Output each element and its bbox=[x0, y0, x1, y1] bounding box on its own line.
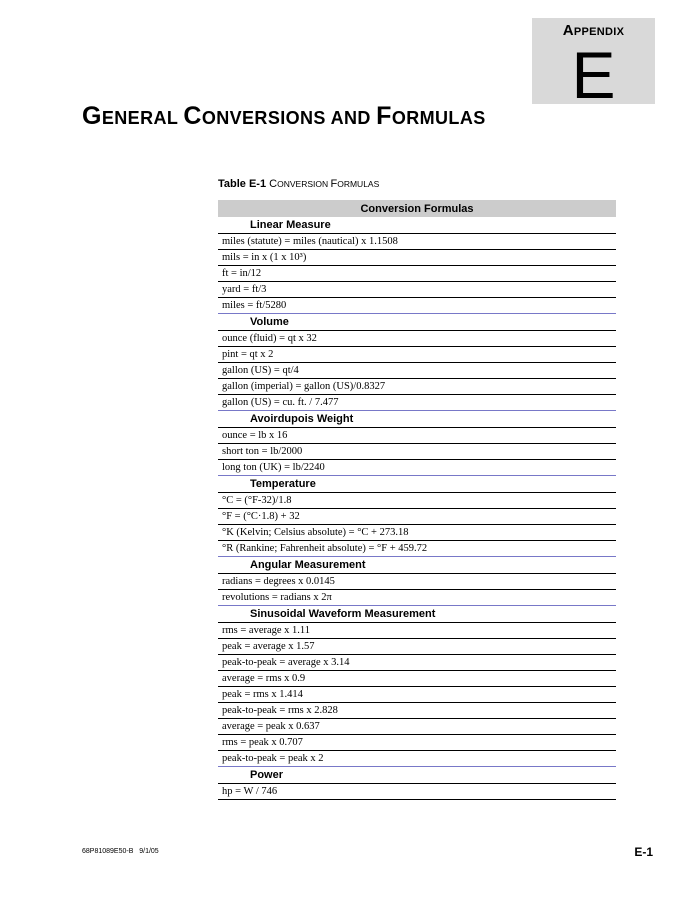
table-row bbox=[218, 574, 616, 590]
formula-cell: long ton (UK) = lb/2240 bbox=[218, 460, 616, 476]
section-title: Avoirdupois Weight bbox=[218, 411, 616, 428]
caption-rest: ONVERSION bbox=[277, 179, 331, 189]
table-row bbox=[218, 735, 616, 751]
table-row bbox=[218, 784, 616, 800]
section-title: Linear Measure bbox=[218, 217, 616, 234]
table-header: Conversion Formulas bbox=[218, 200, 616, 217]
table-row bbox=[218, 719, 616, 735]
table-row bbox=[218, 444, 616, 460]
formula-cell: °C = (°F-32)/1.8 bbox=[218, 493, 616, 509]
title-rest: ENERAL bbox=[101, 108, 184, 128]
formula-cell: revolutions = radians x 2π bbox=[218, 590, 616, 606]
table-row bbox=[218, 298, 616, 314]
section-title: Sinusoidal Waveform Measurement bbox=[218, 606, 616, 623]
formula-cell: miles (statute) = miles (nautical) x 1.1508 bbox=[218, 234, 616, 250]
section-row bbox=[218, 606, 616, 623]
table-row bbox=[218, 250, 616, 266]
section-row bbox=[218, 476, 616, 493]
formula-cell: gallon (imperial) = gallon (US)/0.8327 bbox=[218, 379, 616, 395]
table-row bbox=[218, 687, 616, 703]
section-row bbox=[218, 411, 616, 428]
formula-cell: rms = peak x 0.707 bbox=[218, 735, 616, 751]
table-caption-label: Table E-1 bbox=[218, 178, 267, 190]
table-body bbox=[218, 217, 616, 800]
formula-cell: gallon (US) = cu. ft. / 7.477 bbox=[218, 395, 616, 411]
table-row bbox=[218, 751, 616, 767]
table-row bbox=[218, 234, 616, 250]
formula-cell: peak-to-peak = peak x 2 bbox=[218, 751, 616, 767]
title-rest: ORMULAS bbox=[391, 108, 486, 128]
formula-cell: radians = degrees x 0.0145 bbox=[218, 574, 616, 590]
section-title: Angular Measurement bbox=[218, 557, 616, 574]
section-row bbox=[218, 217, 616, 234]
table-caption-title bbox=[269, 178, 379, 190]
table-row bbox=[218, 460, 616, 476]
formula-cell: ft = in/12 bbox=[218, 266, 616, 282]
title-initial: G bbox=[82, 102, 102, 130]
formula-cell: hp = W / 746 bbox=[218, 784, 616, 800]
table-row bbox=[218, 639, 616, 655]
formula-cell: °F = (°C·1.8) + 32 bbox=[218, 509, 616, 525]
appendix-tab bbox=[532, 18, 655, 112]
table-row bbox=[218, 623, 616, 639]
conversion-formulas-table bbox=[218, 200, 616, 800]
formula-cell: average = peak x 0.637 bbox=[218, 719, 616, 735]
footer-page-number: E-1 bbox=[634, 845, 653, 859]
table-row bbox=[218, 541, 616, 557]
table-row bbox=[218, 266, 616, 282]
table-row bbox=[218, 525, 616, 541]
formula-cell: gallon (US) = qt/4 bbox=[218, 363, 616, 379]
title-rest: ONVERSIONS AND bbox=[201, 108, 377, 128]
caption-initial: C bbox=[269, 178, 278, 190]
title-initial: F bbox=[376, 102, 392, 130]
formula-cell: rms = average x 1.11 bbox=[218, 623, 616, 639]
section-row bbox=[218, 314, 616, 331]
section-title: Temperature bbox=[218, 476, 616, 493]
formula-cell: °R (Rankine; Fahrenheit absolute) = °F + 459.72 bbox=[218, 541, 616, 557]
formula-cell: average = rms x 0.9 bbox=[218, 671, 616, 687]
formula-cell: peak = rms x 1.414 bbox=[218, 687, 616, 703]
table-row bbox=[218, 395, 616, 411]
table-caption bbox=[218, 178, 379, 190]
formula-cell: peak-to-peak = average x 3.14 bbox=[218, 655, 616, 671]
table-header-row bbox=[218, 200, 616, 217]
table-row bbox=[218, 379, 616, 395]
title-initial: C bbox=[183, 102, 202, 130]
formula-cell: ounce (fluid) = qt x 32 bbox=[218, 331, 616, 347]
section-title: Volume bbox=[218, 314, 616, 331]
formula-cell: peak = average x 1.57 bbox=[218, 639, 616, 655]
table-row bbox=[218, 428, 616, 444]
caption-initial: F bbox=[330, 178, 338, 190]
footer-doc-number: 68P81089E50-B bbox=[82, 848, 134, 855]
table-row bbox=[218, 509, 616, 525]
appendix-label-initial: A bbox=[562, 22, 574, 39]
formula-cell: short ton = lb/2000 bbox=[218, 444, 616, 460]
table-row bbox=[218, 347, 616, 363]
table-row bbox=[218, 590, 616, 606]
formula-cell: ounce = lb x 16 bbox=[218, 428, 616, 444]
section-row bbox=[218, 767, 616, 784]
caption-rest: ORMULAS bbox=[337, 179, 380, 189]
section-title: Power bbox=[218, 767, 616, 784]
formula-cell: pint = qt x 2 bbox=[218, 347, 616, 363]
formula-cell: °K (Kelvin; Celsius absolute) = °C + 273.18 bbox=[218, 525, 616, 541]
table-row bbox=[218, 703, 616, 719]
table-row bbox=[218, 363, 616, 379]
formula-cell: mils = in x (1 x 10³) bbox=[218, 250, 616, 266]
table-row bbox=[218, 282, 616, 298]
table-row bbox=[218, 671, 616, 687]
footer-date: 9/1/05 bbox=[139, 848, 159, 855]
footer-doc-info bbox=[82, 848, 159, 855]
formula-cell: yard = ft/3 bbox=[218, 282, 616, 298]
table-row bbox=[218, 331, 616, 347]
appendix-letter: E bbox=[571, 38, 616, 112]
formula-cell: miles = ft/5280 bbox=[218, 298, 616, 314]
section-row bbox=[218, 557, 616, 574]
table-row bbox=[218, 493, 616, 509]
appendix-label-rest: PPENDIX bbox=[573, 26, 625, 38]
table-row bbox=[218, 655, 616, 671]
page-title bbox=[82, 102, 486, 131]
formula-cell: peak-to-peak = rms x 2.828 bbox=[218, 703, 616, 719]
